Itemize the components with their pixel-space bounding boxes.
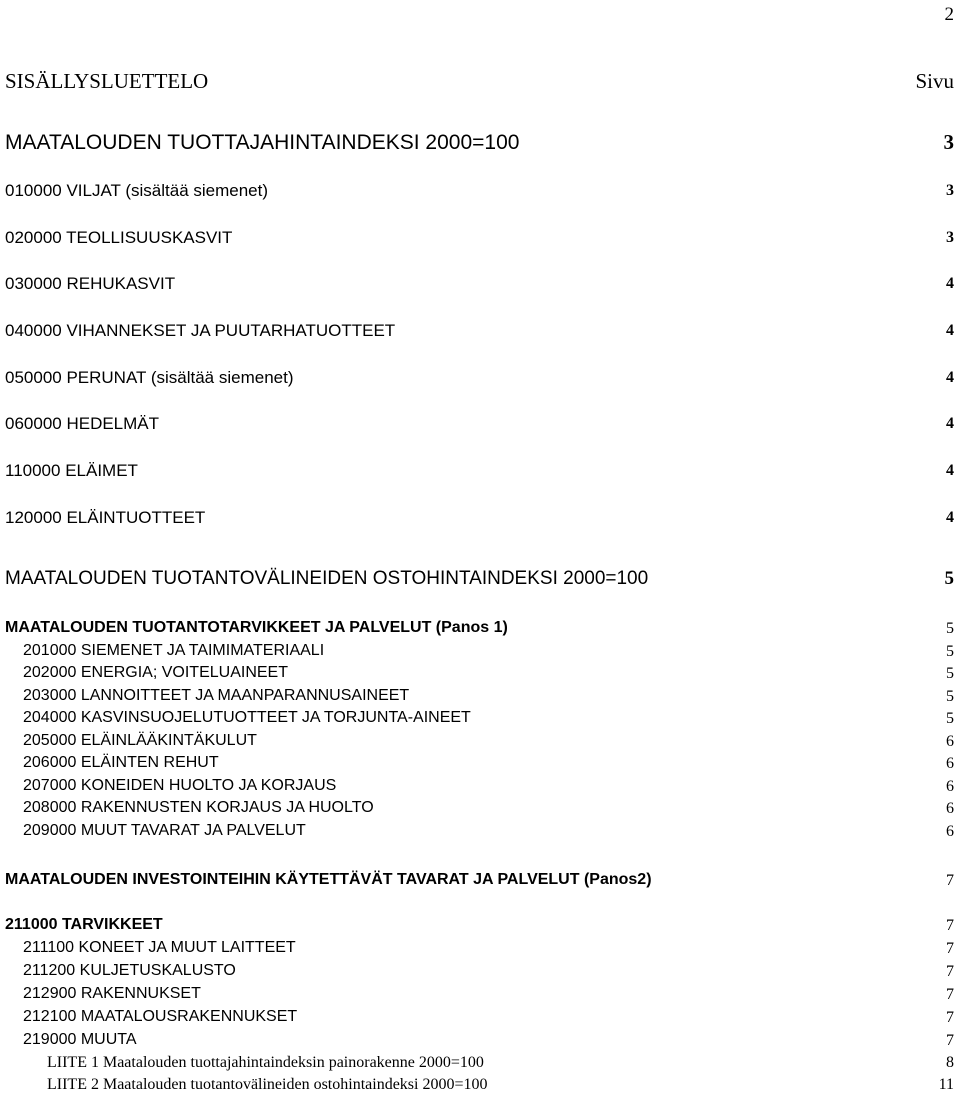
toc-item: 030000 REHUKASVIT — [5, 274, 176, 293]
toc-item-page: 7 — [946, 963, 954, 980]
toc-item: 208000 RAKENNUSTEN KORJAUS JA HUOLTO — [23, 799, 374, 816]
toc-item-page: 4 — [946, 322, 954, 339]
toc-item-page: 6 — [946, 823, 954, 840]
toc-item-page: 7 — [946, 986, 954, 1003]
toc-item-page: 4 — [946, 415, 954, 432]
toc-item-page: 5 — [946, 643, 954, 660]
toc-item-page: 4 — [946, 275, 954, 292]
toc-item: 050000 PERUNAT (sisältää siemenet) — [5, 368, 294, 387]
toc-item-page: 4 — [946, 369, 954, 386]
toc-item-page: 4 — [946, 462, 954, 479]
toc-item-page: 7 — [946, 1032, 954, 1049]
toc-item-page: 7 — [946, 940, 954, 957]
toc-item-page: 6 — [946, 733, 954, 750]
toc-item-page: 6 — [946, 755, 954, 772]
toc-item-page: 6 — [946, 778, 954, 795]
toc-section-title: MAATALOUDEN TUOTANTOVÄLINEIDEN OSTOHINTAINDEKSI 2000=100 — [5, 568, 649, 589]
toc-item: 212900 RAKENNUKSET — [23, 985, 201, 1002]
toc-item: 206000 ELÄINTEN REHUT — [23, 754, 219, 771]
toc-subsection-page: 7 — [946, 872, 954, 889]
toc-item-page: 3 — [946, 182, 954, 199]
toc-item: 212100 MAATALOUSRAKENNUKSET — [23, 1008, 298, 1025]
toc-item: 060000 HEDELMÄT — [5, 414, 160, 433]
toc-item: 202000 ENERGIA; VOITELUAINEET — [23, 664, 288, 681]
toc-heading: SISÄLLYSLUETTELO — [5, 69, 209, 93]
toc-item-page: 5 — [946, 710, 954, 727]
toc-section-page: 3 — [943, 130, 954, 154]
toc-item: 203000 LANNOITTEET JA MAANPARANNUSAINEET — [23, 687, 410, 704]
toc-subsection-title: MAATALOUDEN INVESTOINTEIHIN KÄYTETTÄVÄT TAVARAT JA PALVELUT (Panos2) — [5, 871, 652, 888]
page-number: 2 — [944, 4, 954, 25]
toc-appendix: LIITE 1 Maatalouden tuottajahintaindeksin painorakenne 2000=100 — [47, 1054, 484, 1071]
toc-item-page: 6 — [946, 800, 954, 817]
toc-item: 204000 KASVINSUOJELUTUOTTEET JA TORJUNTA-AINEET — [23, 709, 471, 726]
toc-item: 211100 KONEET JA MUUT LAITTEET — [23, 939, 296, 956]
toc-item: 209000 MUUT TAVARAT JA PALVELUT — [23, 822, 306, 839]
page-column-heading: Sivu — [915, 69, 954, 93]
toc-item: 201000 SIEMENET JA TAIMIMATERIAALI — [23, 642, 325, 659]
toc-item: 040000 VIHANNEKSET JA PUUTARHATUOTTEET — [5, 321, 396, 340]
toc-subsection-title: 211000 TARVIKKEET — [5, 916, 163, 933]
toc-subsection-page: 5 — [946, 620, 954, 637]
toc-appendix-page: 11 — [938, 1076, 954, 1093]
toc-subsection-page: 7 — [946, 917, 954, 934]
toc-item: 211200 KULJETUSKALUSTO — [23, 962, 236, 979]
toc-item-page: 5 — [946, 688, 954, 705]
toc-item: 207000 KONEIDEN HUOLTO JA KORJAUS — [23, 777, 337, 794]
toc-item-page: 7 — [946, 1009, 954, 1026]
toc-section-page: 5 — [944, 568, 954, 589]
toc-item-page: 5 — [946, 665, 954, 682]
toc-subsection-title: MAATALOUDEN TUOTANTOTARVIKKEET JA PALVELUT (Panos 1) — [5, 619, 508, 636]
toc-section-title: MAATALOUDEN TUOTTAJAHINTAINDEKSI 2000=100 — [5, 131, 520, 154]
toc-item: 219000 MUUTA — [23, 1031, 137, 1048]
toc-item: 110000 ELÄIMET — [5, 461, 138, 480]
toc-item: 020000 TEOLLISUUSKASVIT — [5, 228, 233, 247]
toc-item-page: 3 — [946, 229, 954, 246]
toc-item: 120000 ELÄINTUOTTEET — [5, 508, 206, 527]
toc-appendix: LIITE 2 Maatalouden tuotantovälineiden ostohintaindeksi 2000=100 — [47, 1076, 488, 1093]
toc-appendix-page: 8 — [946, 1054, 954, 1071]
toc-item: 010000 VILJAT (sisältää siemenet) — [5, 181, 269, 200]
toc-item: 205000 ELÄINLÄÄKINTÄKULUT — [23, 732, 257, 749]
toc-item-page: 4 — [946, 509, 954, 526]
